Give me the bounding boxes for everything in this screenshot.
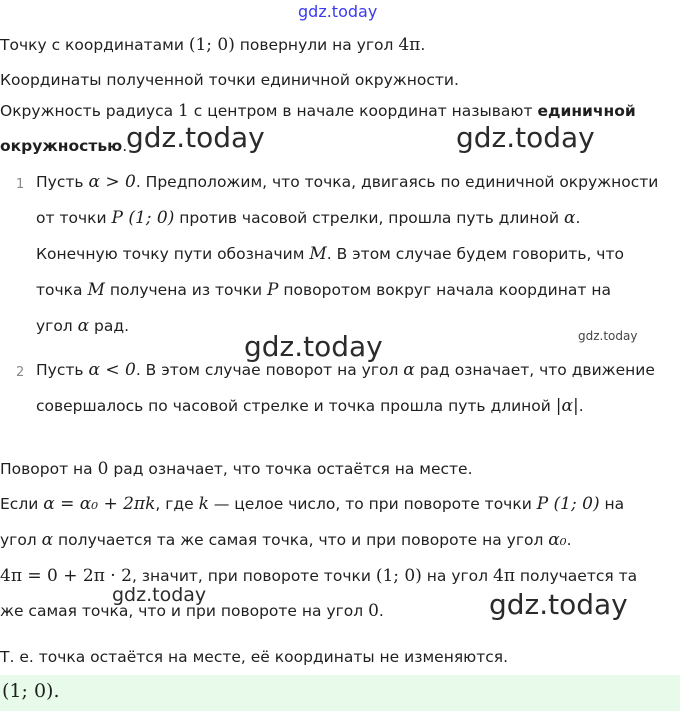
watermark: gdz.today <box>489 588 628 621</box>
text: . Предположим, что точка, двигаясь по единичной окружности <box>135 173 659 191</box>
watermark: gdz.today <box>244 330 383 363</box>
text: точка <box>36 281 88 299</box>
math: P (1; 0) <box>536 494 600 514</box>
text: . <box>378 602 384 620</box>
text: Пусть <box>36 361 89 379</box>
list-item-2-line-2 <box>36 396 584 416</box>
text: же самая точка, что и при повороте на угол <box>0 602 369 620</box>
paragraph-period-line-2 <box>0 530 572 550</box>
text: против часовой стрелки, прошла путь длиной <box>174 209 564 227</box>
text: с центром в начале координат называют <box>188 102 538 120</box>
text: на угол <box>421 567 493 585</box>
paragraph-computation-line-2 <box>0 601 384 621</box>
math: 4π = 0 + 2π · 2 <box>0 566 132 586</box>
text: Окружность радиуса <box>0 102 179 120</box>
text: — целое число, то при повороте точки <box>208 495 537 513</box>
text: угол <box>0 531 42 549</box>
text: рад. <box>89 317 130 335</box>
math: α₀ <box>548 530 567 550</box>
definition-line-1 <box>0 101 636 121</box>
text: . <box>578 397 584 415</box>
text: рад означает, что точка остаётся на месте. <box>108 460 473 478</box>
math: k <box>198 494 209 514</box>
text: . В этом случае поворот на угол <box>135 361 404 379</box>
text: получается та же самая точка, что и при повороте на угол <box>53 531 549 549</box>
answer-box <box>0 675 680 711</box>
watermark: gdz.today <box>126 121 265 154</box>
watermark: gdz.today <box>112 584 207 606</box>
text: на <box>599 495 625 513</box>
text: Пусть <box>36 173 89 191</box>
math: 0 <box>368 601 379 621</box>
paragraph-computation-line-1 <box>0 566 637 586</box>
text: угол <box>36 317 78 335</box>
conclusion: Т. е. точка остаётся на месте, её координаты не изменяются. <box>0 648 509 666</box>
math: P <box>267 280 279 300</box>
math: α = α₀ + 2πk <box>43 494 156 514</box>
list-item-1-line-1 <box>36 172 658 192</box>
text: Точку с координатами <box>0 36 189 54</box>
list-item-1-line-4 <box>36 280 611 300</box>
text: . <box>566 531 572 549</box>
math: |α| <box>555 396 579 416</box>
math: α < 0 <box>88 360 136 380</box>
definition-line-2 <box>0 137 127 155</box>
list-item-1-line-3 <box>36 244 624 264</box>
text: . <box>122 137 128 155</box>
paragraph-period-line-1 <box>0 494 624 514</box>
math: 0 <box>97 459 109 479</box>
math: α > 0 <box>88 172 136 192</box>
paragraph-zero-rotation <box>0 459 473 479</box>
math: α <box>41 530 54 550</box>
text: Поворот на <box>0 460 98 478</box>
text: , где <box>155 495 199 513</box>
text: получается та <box>515 567 638 585</box>
math: M <box>309 244 327 264</box>
math: (1; 0) <box>375 566 422 586</box>
task-statement <box>0 35 425 55</box>
text: . <box>420 36 426 54</box>
text: Если <box>0 495 44 513</box>
list-number: 1 <box>16 177 25 192</box>
text: рад означает, что движение <box>414 361 655 379</box>
text: . В этом случае будем говорить, что <box>326 245 624 263</box>
text: получена из точки <box>104 281 268 299</box>
watermark-top: gdz.today <box>298 2 378 21</box>
text: повернули на угол <box>234 36 399 54</box>
math: α <box>77 316 90 336</box>
math: α <box>403 360 415 380</box>
text: совершалось по часовой стрелке и точка прошла путь длиной <box>36 397 556 415</box>
list-item-1-line-5 <box>36 316 129 336</box>
subtitle: Координаты полученной точки единичной окружности. <box>0 71 459 89</box>
list-number: 2 <box>16 365 25 380</box>
math: 1 <box>178 101 189 121</box>
text: поворотом вокруг начала координат на <box>278 281 611 299</box>
watermark: gdz.today <box>578 329 638 343</box>
list-item-1-line-2 <box>36 208 580 228</box>
math: α <box>564 208 576 228</box>
math: 4π <box>493 566 515 586</box>
term: окружностью <box>0 137 123 155</box>
answer: (1; 0). <box>2 680 60 702</box>
text: , значит, при повороте точки <box>131 567 376 585</box>
math: P (1; 0) <box>111 208 175 228</box>
watermark: gdz.today <box>456 121 595 154</box>
text: . <box>575 209 581 227</box>
math: (1; 0) <box>188 35 235 55</box>
math: M <box>87 280 105 300</box>
text: от точки <box>36 209 112 227</box>
list-item-2-line-1 <box>36 360 655 380</box>
text: Конечную точку пути обозначим <box>36 245 310 263</box>
term: единичной <box>537 102 636 120</box>
math: 4π <box>398 35 421 55</box>
